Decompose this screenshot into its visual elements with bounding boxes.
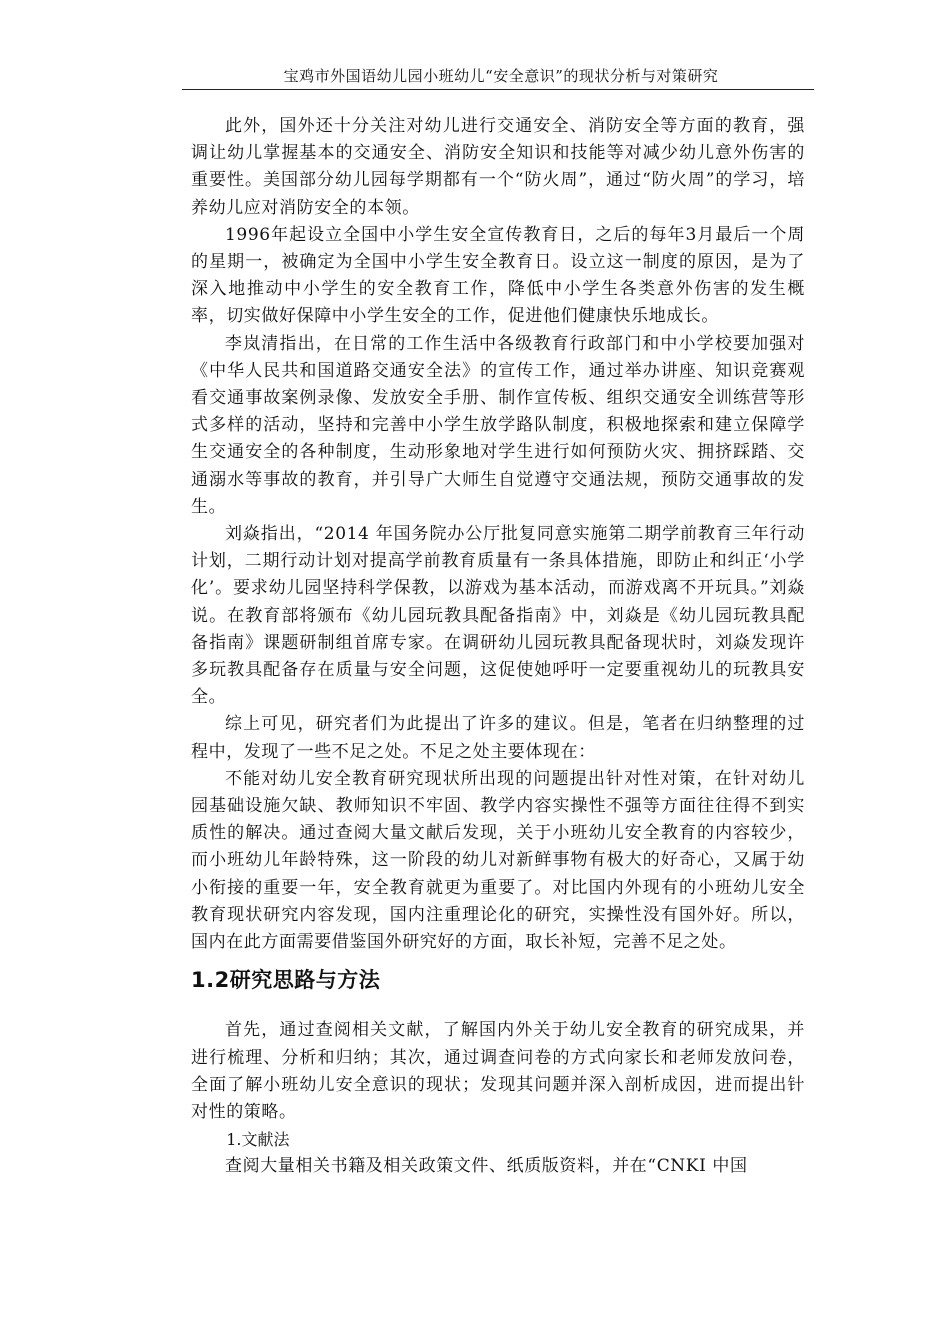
header-rule <box>182 89 814 90</box>
paragraph-shortcomings: 不能对幼儿安全教育研究现状所出现的问题提出针对性对策，在针对幼儿园基础设施欠缺、教师知识不牢固、教学内容实操性不强等方面往往得不到实质性的解决。通过查阅大量文献后发现，关于小班幼儿安全教育的内容较少，而小班幼儿年龄特殊，这一阶段的幼儿对新鲜事物有极大的好奇心，又属于幼小衔接的重要一年，安全教育就更为重要了。对比国内外现有的小班幼儿安全教育现状研究内容发现，国内注重理论化的研究，实操性没有国外好。所以，国内在此方面需要借鉴国外研究好的方面，取长补短，完善不足之处。 <box>191 768 805 953</box>
section-heading: 1.2研究思路与方法 <box>191 968 381 993</box>
section-spacer <box>191 1007 805 1017</box>
paragraph-safety-day: 1996年起设立全国中小学生安全宣传教育日，之后的每年3月最后一个周的星期一，被确定为全国中小学生安全教育日。设立这一制度的原因，是为了深入地推动中小学生的安全教育工作，降低中小学生各类意外伤害的发生概率，切实做好保障中小学生安全的工作，促进他们健康快乐地成长。 <box>191 224 805 327</box>
paragraph-li-lanqing: 李岚清指出，在日常的工作生活中各级教育行政部门和中小学校要加强对《中华人民共和国道路交通安全法》的宣传工作，通过举办讲座、知识竞赛观看交通事故案例录像、发放安全手册、制作宣传板、组织交通安全训练营等形式多样的活动，坚持和完善中小学生放学路队制度，积极地探索和建立保障学生交通安全的各种制度，生动形象地对学生进行如何预防火灾、拥挤踩踏、交通溺水等事故的教育，并引导广大师生自觉遵守交通法规，预防交通事故的发生。 <box>191 333 805 517</box>
paragraph-liu-yan: 刘焱指出，“2014 年国务院办公厅批复同意实施第二期学前教育三年行动计划，二期行动计划对提高学前教育质量有一条具体措施，即防止和纠正‘小学化’。要求幼儿园坚持科学保教，以游戏为基本活动，而游戏离不开玩具。”刘焱说。在教育部将颁布《幼儿园玩教具配备指南》中，刘焱是《幼儿园玩教具配备指南》课题研制组首席专家。在调研幼儿园玩教具配备现状时，刘焱发现许多玩教具配备存在质量与安全问题，这促使她呼吁一定要重视幼儿的玩教具安全。 <box>191 524 805 708</box>
paragraph-foreign-safety: 此外，国外还十分关注对幼儿进行交通安全、消防安全等方面的教育，强调让幼儿掌握基本的交通安全、消防安全知识和技能等对减少幼儿意外伤害的重要性。美国部分幼儿园每学期都有一个“防火周”，通过“防火周”的学习，培养幼儿应对消防安全的本领。 <box>191 116 805 218</box>
body-text <box>191 113 805 1181</box>
paragraph-method-1: 查阅大量相关书籍及相关政策文件、纸质版资料，并在“CNKI 中国 <box>225 1156 748 1177</box>
paragraph-summary: 综上可见，研究者们为此提出了许多的建议。但是，笔者在归纳整理的过程中，发现了一些不足之处。不足之处主要体现在： <box>191 714 805 762</box>
running-header: 宝鸡市外国语幼儿园小班幼儿“安全意识”的现状分析与对策研究 <box>283 67 719 85</box>
paragraph-method-intro: 首先，通过查阅相关文献，了解国内外关于幼儿安全教育的研究成果，并进行梳理、分析和归纳；其次，通过调查问卷的方式向家长和老师发放问卷，全面了解小班幼儿安全意识的现状；发现其问题并深入剖析成因，进而提出针对性的策略。 <box>191 1020 805 1122</box>
method-1-title: 1.文献法 <box>226 1130 290 1150</box>
